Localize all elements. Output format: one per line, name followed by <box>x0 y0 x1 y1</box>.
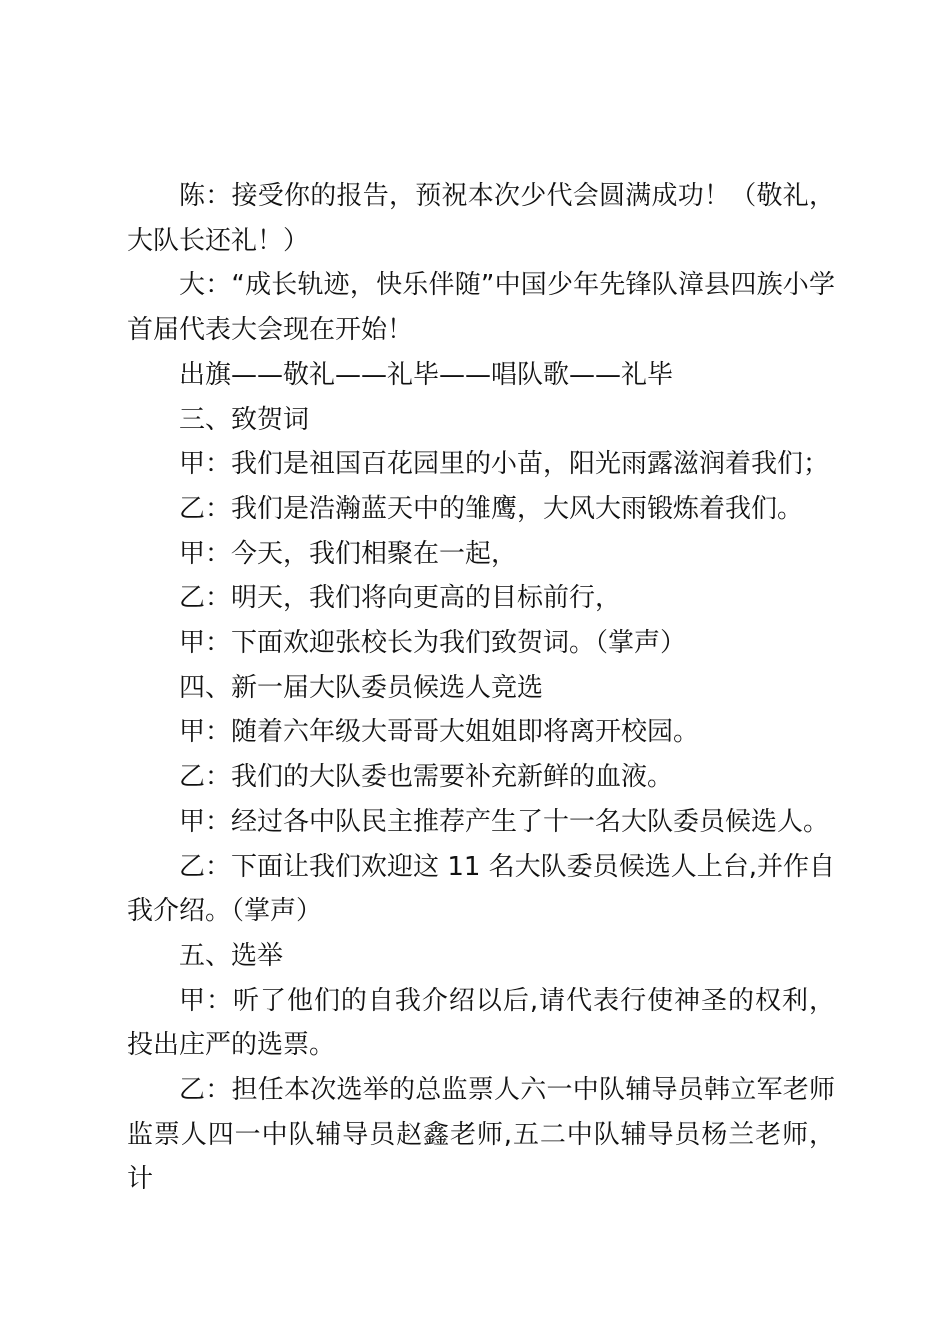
section-heading-candidates: 四、新一届大队委员候选人竞选 <box>179 672 544 703</box>
paragraph-jia-5: 甲：经过各中队民主推荐产生了十一名大队委员候选人。 <box>179 806 830 837</box>
paragraph-opening-announcement: 大：“成长轨迹，快乐伴随”中国少年先锋队漳县四族小学首届代表大会现在开始！ <box>127 270 835 346</box>
paragraph-chen-report: 陈：接受你的报告，预祝本次少代会圆满成功！（敬礼，大队长还礼！） <box>127 181 835 256</box>
paragraph-yi-1: 乙：我们是浩瀚蓝天中的雏鹰，大风大雨锻炼着我们。 <box>179 493 804 524</box>
paragraph-yi-3: 乙：我们的大队委也需要补充新鲜的血液。 <box>179 762 674 793</box>
paragraph-flag-ceremony: 出旗——敬礼——礼毕——唱队歌——礼毕 <box>179 359 674 390</box>
section-heading-election: 五、选举 <box>179 940 284 971</box>
section-heading-congratulations: 三、致贺词 <box>179 404 310 435</box>
paragraph-jia-3: 甲：下面欢迎张校长为我们致贺词。（掌声） <box>179 628 687 659</box>
paragraph-yi-2: 乙：明天，我们将向更高的目标前行， <box>179 583 622 614</box>
paragraph-jia-1: 甲：我们是祖国百花园里的小苗，阳光雨露滋润着我们； <box>179 449 830 480</box>
document-body <box>127 174 835 1202</box>
paragraph-jia-2: 甲：今天，我们相聚在一起， <box>179 538 518 569</box>
paragraph-yi-4: 乙：下面让我们欢迎这 11 名大队委员候选人上台,并作自我介绍。（掌声） <box>127 851 835 927</box>
paragraph-jia-4: 甲：随着六年级大哥哥大姐姐即将离开校园。 <box>179 717 700 748</box>
paragraph-jia-6: 甲：听了他们的自我介绍以后,请代表行使神圣的权利，投出庄严的选票。 <box>127 985 835 1061</box>
paragraph-yi-5: 乙：担任本次选举的总监票人六一中队辅导员韩立军老师监票人四一中队辅导员赵鑫老师,五二中队辅导员杨兰老师，计 <box>127 1075 835 1195</box>
